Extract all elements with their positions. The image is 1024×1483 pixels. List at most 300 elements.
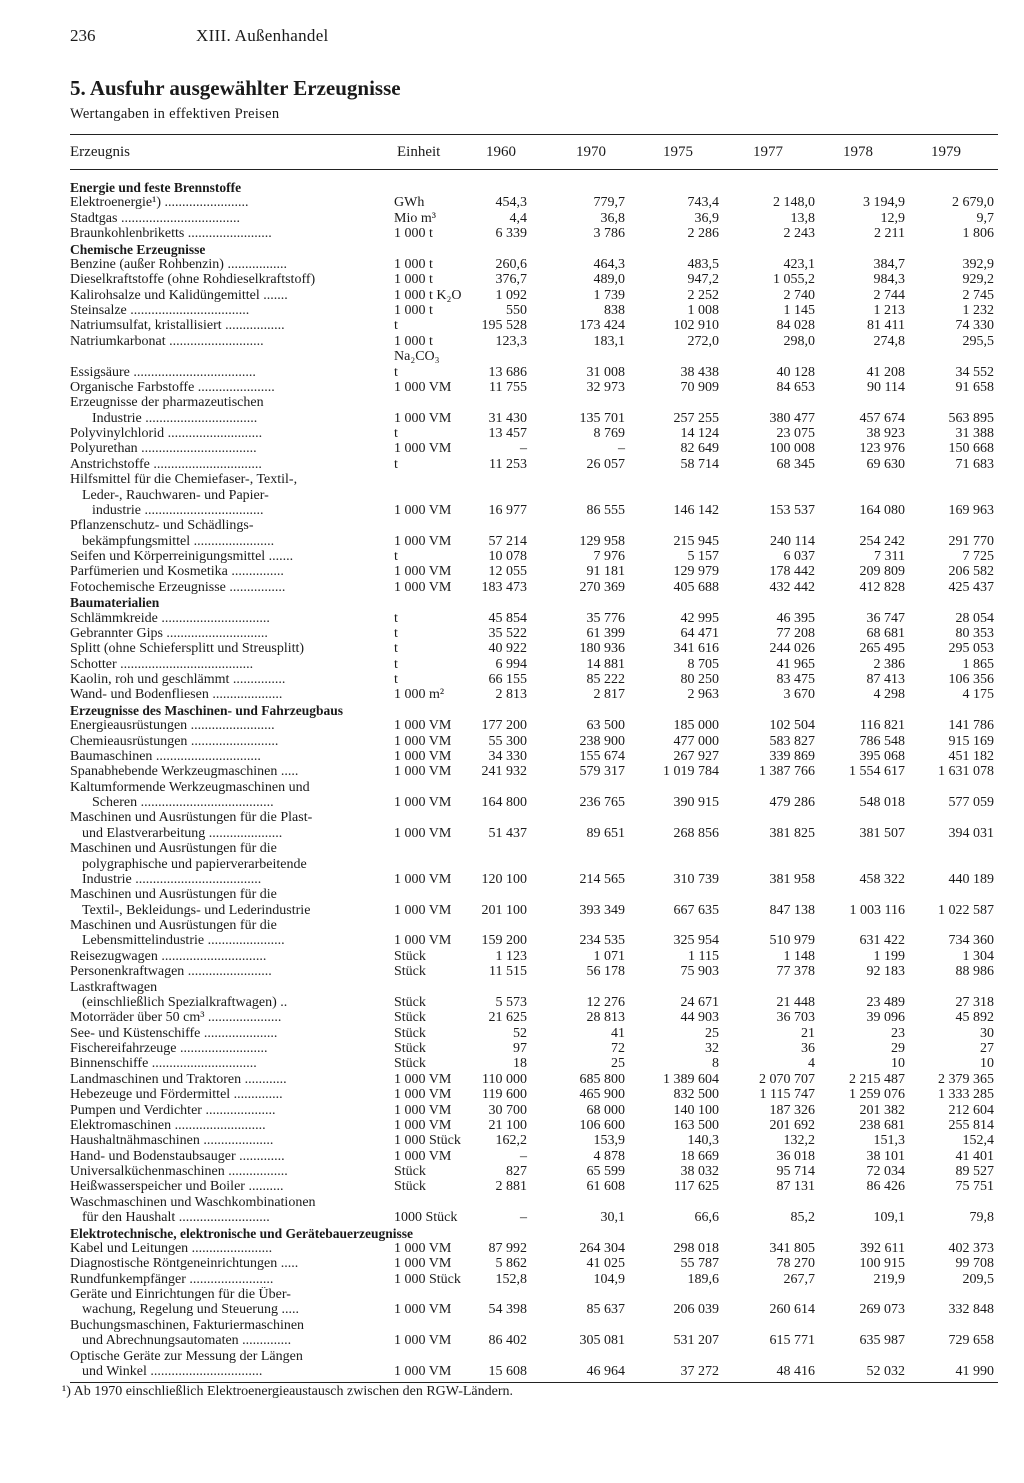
value-cell: 392 611 [860, 1241, 905, 1256]
value-cell: 153,9 [593, 1133, 625, 1148]
value-cell: 120 100 [481, 872, 527, 887]
value-cell: 46 964 [586, 1364, 625, 1379]
value-cell: 392,9 [962, 257, 994, 272]
value-cell: 150 668 [948, 441, 994, 456]
section-heading-row [0, 180, 1024, 195]
value-cell: 164 800 [481, 795, 527, 810]
value-cell: 177 200 [481, 718, 527, 733]
table-row [0, 795, 1024, 810]
table-row [0, 488, 1024, 503]
product-label: Essigsäure ................................... [70, 365, 256, 380]
table-row [0, 349, 1024, 364]
value-cell: 847 138 [769, 903, 815, 918]
value-cell: 2 148,0 [773, 195, 815, 210]
value-cell: 5 862 [495, 1256, 527, 1271]
section-heading: Elektrotechnische, elektronische und Gerätebauerzeugnisse [70, 1226, 413, 1241]
unit-cell: 1 000 VM [394, 718, 452, 733]
product-label: Steinsalze .................................. [70, 303, 250, 318]
value-cell: 72 [611, 1041, 625, 1056]
value-cell: 72 034 [866, 1164, 905, 1179]
value-cell: 1 115 747 [759, 1087, 815, 1102]
value-cell: 141 786 [948, 718, 994, 733]
product-label: Elektromaschinen .......................... [70, 1118, 266, 1133]
value-cell: 219,9 [873, 1272, 905, 1287]
product-label: Textil-, Bekleidungs- und Lederindustrie [82, 903, 311, 918]
product-label: Wand- und Bodenfliesen .................... [70, 687, 283, 702]
value-cell: 734 360 [948, 933, 994, 948]
value-cell: 7 311 [874, 549, 905, 564]
table-row [0, 687, 1024, 702]
value-cell: 1 145 [783, 303, 815, 318]
table-row [0, 780, 1024, 795]
unit-cell: 1 000 VM [394, 764, 452, 779]
table-row [0, 1364, 1024, 1379]
value-cell: 10 078 [488, 549, 527, 564]
product-label: und Abrechnungsautomaten .............. [82, 1333, 292, 1348]
product-label: Erzeugnisse der pharmazeutischen [70, 395, 264, 410]
table-row [0, 288, 1024, 303]
value-cell: 87 992 [488, 1241, 527, 1256]
value-cell: 30 700 [488, 1103, 527, 1118]
product-label: für den Haushalt .......................... [82, 1210, 270, 1225]
value-cell: 6 339 [495, 226, 527, 241]
unit-cell: 1 000 t [394, 257, 433, 272]
value-cell: 151,3 [873, 1133, 905, 1148]
section-heading-row [0, 242, 1024, 257]
table-row [0, 995, 1024, 1010]
value-cell: 635 987 [859, 1333, 905, 1348]
product-label: Pumpen und Verdichter .................... [70, 1103, 276, 1118]
unit-cell: Stück [394, 949, 426, 964]
value-cell: 77 208 [776, 626, 815, 641]
value-cell: 11 515 [489, 964, 527, 979]
unit-cell: Stück [394, 1164, 426, 1179]
value-cell: – [520, 1149, 527, 1164]
value-cell: 61 399 [586, 626, 625, 641]
value-cell: 66,6 [694, 1210, 719, 1225]
value-cell: 264 304 [579, 1241, 625, 1256]
value-cell: 56 178 [586, 964, 625, 979]
section-heading-row [0, 595, 1024, 610]
table-row [0, 1241, 1024, 1256]
value-cell: 577 059 [948, 795, 994, 810]
value-cell: 110 000 [482, 1072, 527, 1087]
value-cell: 341 805 [769, 1241, 815, 1256]
table-row [0, 365, 1024, 380]
value-cell: 183 473 [481, 580, 527, 595]
value-cell: 265 495 [859, 641, 905, 656]
section-heading-row [0, 1226, 1024, 1241]
unit-cell: GWh [394, 195, 425, 210]
section-heading: Erzeugnisse des Maschinen- und Fahrzeugbaus [70, 703, 344, 718]
product-label: Rundfunkempfänger ........................ [70, 1272, 274, 1287]
value-cell: 2 745 [962, 288, 994, 303]
value-cell: 1 199 [873, 949, 905, 964]
product-label: Haushaltnähmaschinen .................... [70, 1133, 274, 1148]
value-cell: 80 250 [680, 672, 719, 687]
value-cell: 31 388 [955, 426, 994, 441]
value-cell: 21 625 [488, 1010, 527, 1025]
unit-cell: 1 000 VM [394, 1072, 452, 1087]
value-cell: 90 114 [867, 380, 905, 395]
table-row [0, 1195, 1024, 1210]
value-cell: 2 243 [783, 226, 815, 241]
value-cell: 838 [604, 303, 625, 318]
value-cell: 38 438 [680, 365, 719, 380]
value-cell: 99 708 [955, 1256, 994, 1271]
product-label: Industrie .................................... [82, 872, 262, 887]
value-cell: 341 616 [673, 641, 719, 656]
value-cell: 1 123 [495, 949, 527, 964]
value-cell: 393 349 [579, 903, 625, 918]
value-cell: 390 915 [673, 795, 719, 810]
unit-cell: 1 000 VM [394, 749, 452, 764]
value-cell: 3 786 [593, 226, 625, 241]
product-label: Leder-, Rauchwaren- und Papier- [82, 488, 269, 503]
table-row [0, 949, 1024, 964]
value-cell: 169 963 [948, 503, 994, 518]
product-label: Natriumsulfat, kristallisiert ................. [70, 318, 285, 333]
value-cell: 104,9 [593, 1272, 625, 1287]
value-cell: 4 298 [873, 687, 905, 702]
value-cell: 135 701 [579, 411, 625, 426]
product-label: See- und Küstenschiffe ..................... [70, 1026, 278, 1041]
product-label: Seifen und Körperreinigungsmittel ....... [70, 549, 294, 564]
value-cell: 4 175 [962, 687, 994, 702]
section-heading: Baumaterialien [70, 595, 160, 610]
table-row [0, 841, 1024, 856]
value-cell: 34 552 [955, 365, 994, 380]
value-cell: 106 600 [579, 1118, 625, 1133]
table-row [0, 303, 1024, 318]
unit-cell: t [394, 641, 398, 656]
value-cell: 779,7 [593, 195, 625, 210]
value-cell: 291 770 [948, 534, 994, 549]
unit-cell: 1 000 VM [394, 1103, 452, 1118]
product-label: industrie .................................. [92, 503, 264, 518]
value-cell: 563 895 [948, 411, 994, 426]
value-cell: 21 [801, 1026, 815, 1041]
product-label: Hebezeuge und Fördermittel .............. [70, 1087, 283, 1102]
value-cell: 119 600 [482, 1087, 527, 1102]
table-row [0, 411, 1024, 426]
value-cell: 123,3 [495, 334, 527, 349]
value-cell: 1 806 [962, 226, 994, 241]
unit-cell: 1 000 VM [394, 1118, 452, 1133]
value-cell: 458 322 [859, 872, 905, 887]
product-label: Reisezugwagen .............................. [70, 949, 267, 964]
unit-cell: t [394, 426, 398, 441]
value-cell: 240 114 [770, 534, 815, 549]
unit-cell: Stück [394, 995, 426, 1010]
value-cell: 380 477 [769, 411, 815, 426]
value-cell: 83 475 [776, 672, 815, 687]
value-cell: 548 018 [859, 795, 905, 810]
product-label: Stadtgas .................................. [70, 211, 240, 226]
column-header-1970: 1970 [576, 144, 606, 160]
value-cell: 234 535 [579, 933, 625, 948]
table-row [0, 472, 1024, 487]
value-cell: 827 [506, 1164, 527, 1179]
value-cell: 4 878 [593, 1149, 625, 1164]
value-cell: 100 008 [769, 441, 815, 456]
product-label: Waschmaschinen und Waschkombinationen [70, 1195, 316, 1210]
value-cell: 84 653 [776, 380, 815, 395]
value-cell: 153 537 [769, 503, 815, 518]
value-cell: 339 869 [769, 749, 815, 764]
value-cell: 68 681 [866, 626, 905, 641]
table-row [0, 272, 1024, 287]
value-cell: 24 671 [680, 995, 719, 1010]
value-cell: 1 865 [962, 657, 994, 672]
table-row [0, 1056, 1024, 1071]
value-cell: 11 253 [489, 457, 527, 472]
product-label: Diagnostische Röntgeneinrichtungen ..... [70, 1256, 299, 1271]
value-cell: 61 608 [586, 1179, 625, 1194]
unit-cell: 1 000 VM [394, 503, 452, 518]
table-row [0, 211, 1024, 226]
value-cell: 80 353 [955, 626, 994, 641]
value-cell: 46 395 [776, 611, 815, 626]
value-cell: 87 413 [866, 672, 905, 687]
table-row [0, 195, 1024, 210]
table-row [0, 810, 1024, 825]
value-cell: 531 207 [673, 1333, 719, 1348]
value-cell: 272,0 [687, 334, 719, 349]
column-header-product: Erzeugnis [70, 144, 130, 160]
unit-cell: 1 000 VM [394, 826, 452, 841]
product-label: Braunkohlenbriketts ........................ [70, 226, 272, 241]
value-cell: 2 679,0 [952, 195, 994, 210]
product-label: Maschinen und Ausrüstungen für die [70, 887, 277, 902]
table-row [0, 657, 1024, 672]
unit-cell: Stück [394, 1179, 426, 1194]
unit-cell: Stück [394, 1010, 426, 1025]
table-row [0, 734, 1024, 749]
product-label: Motorräder über 50 cm³ ..................... [70, 1010, 282, 1025]
value-cell: 52 032 [866, 1364, 905, 1379]
value-cell: 929,2 [962, 272, 994, 287]
value-cell: 74 330 [955, 318, 994, 333]
value-cell: 27 [980, 1041, 994, 1056]
value-cell: 2 215 487 [849, 1072, 905, 1087]
value-cell: 477 000 [673, 734, 719, 749]
unit-cell: 1 000 t [394, 226, 433, 241]
product-label: Maschinen und Ausrüstungen für die [70, 918, 277, 933]
table-row [0, 457, 1024, 472]
value-cell: 68 000 [586, 1103, 625, 1118]
product-label: Hand- und Bodenstaubsauger ............. [70, 1149, 285, 1164]
value-cell: 21 448 [776, 995, 815, 1010]
value-cell: 1 008 [687, 303, 719, 318]
value-cell: 454,3 [495, 195, 527, 210]
table-row [0, 1179, 1024, 1194]
table-row [0, 718, 1024, 733]
value-cell: 75 751 [955, 1179, 994, 1194]
unit-cell: 1 000 VM [394, 1241, 452, 1256]
value-cell: 44 903 [680, 1010, 719, 1025]
value-cell: 34 330 [488, 749, 527, 764]
value-cell: – [618, 441, 625, 456]
value-cell: 26 057 [586, 457, 625, 472]
value-cell: 483,5 [687, 257, 719, 272]
value-cell: 214 565 [579, 872, 625, 887]
value-cell: 71 683 [955, 457, 994, 472]
value-cell: 129 979 [673, 564, 719, 579]
value-cell: 457 674 [859, 411, 905, 426]
product-label: Energieausrüstungen ........................ [70, 718, 275, 733]
unit-cell: 1 000 VM [394, 1302, 452, 1317]
table-row [0, 626, 1024, 641]
value-cell: 631 422 [859, 933, 905, 948]
value-cell: 25 [611, 1056, 625, 1071]
value-cell: 195 528 [481, 318, 527, 333]
table-row [0, 611, 1024, 626]
product-label: Splitt (ohne Schiefersplitt und Streusplitt) [70, 641, 305, 656]
value-cell: 116 821 [860, 718, 905, 733]
value-cell: 384,7 [873, 257, 905, 272]
value-cell: 68 345 [776, 457, 815, 472]
value-cell: 88 986 [955, 964, 994, 979]
unit-cell: t [394, 672, 398, 687]
value-cell: 325 954 [673, 933, 719, 948]
unit-cell: 1 000 VM [394, 564, 452, 579]
product-label: Benzine (außer Rohbenzin) ................. [70, 257, 287, 272]
value-cell: 41 025 [586, 1256, 625, 1271]
value-cell: 257 255 [673, 411, 719, 426]
value-cell: 18 669 [680, 1149, 719, 1164]
table-row [0, 918, 1024, 933]
product-label: Chemieausrüstungen ......................... [70, 734, 279, 749]
value-cell: 66 155 [488, 672, 527, 687]
value-cell: 402 373 [948, 1241, 994, 1256]
value-cell: 173 424 [579, 318, 625, 333]
unit-cell: Stück [394, 1026, 426, 1041]
unit-cell: Na₂CO₃ [394, 349, 440, 364]
table-row [0, 1164, 1024, 1179]
value-cell: 64 471 [680, 626, 719, 641]
value-cell: 164 080 [859, 503, 905, 518]
product-label: Dieselkraftstoffe (ohne Rohdieselkraftstoff) [70, 272, 316, 287]
table-row [0, 1210, 1024, 1225]
value-cell: 45 892 [955, 1010, 994, 1025]
value-cell: 79,8 [969, 1210, 994, 1225]
value-cell: 786 548 [859, 734, 905, 749]
unit-cell: 1 000 Stück [394, 1272, 461, 1287]
unit-cell: t [394, 318, 398, 333]
value-cell: 89 651 [586, 826, 625, 841]
table-row [0, 1087, 1024, 1102]
value-cell: 45 854 [488, 611, 527, 626]
value-cell: 510 979 [769, 933, 815, 948]
value-cell: 41 401 [955, 1149, 994, 1164]
value-cell: 1 554 617 [849, 764, 905, 779]
value-cell: – [520, 441, 527, 456]
value-cell: 244 026 [769, 641, 815, 656]
value-cell: 41 208 [866, 365, 905, 380]
value-cell: 30 [980, 1026, 994, 1041]
value-cell: 42 995 [680, 611, 719, 626]
product-label: Binnenschiffe .............................. [70, 1056, 257, 1071]
value-cell: 12 055 [488, 564, 527, 579]
table-subtitle: Wertangaben in effektiven Preisen [70, 106, 280, 122]
product-label: Pflanzenschutz- und Schädlings- [70, 518, 254, 533]
value-cell: 241 932 [481, 764, 527, 779]
column-header-1978: 1978 [843, 144, 873, 160]
value-cell: 40 128 [776, 365, 815, 380]
value-cell: 381 507 [859, 826, 905, 841]
value-cell: 310 739 [673, 872, 719, 887]
value-cell: 31 008 [586, 365, 625, 380]
value-cell: 41 965 [776, 657, 815, 672]
unit-cell: 1 000 Stück [394, 1133, 461, 1148]
product-label: Polyurethan ................................. [70, 441, 257, 456]
value-cell: 29 [891, 1041, 905, 1056]
table-row [0, 1103, 1024, 1118]
value-cell: 298 018 [673, 1241, 719, 1256]
value-cell: 201 100 [481, 903, 527, 918]
value-cell: 212 604 [948, 1103, 994, 1118]
table-row [0, 1149, 1024, 1164]
value-cell: 91 658 [955, 380, 994, 395]
product-label: Landmaschinen und Traktoren ............ [70, 1072, 287, 1087]
value-cell: 84 028 [776, 318, 815, 333]
value-cell: 65 599 [586, 1164, 625, 1179]
unit-cell: 1 000 VM [394, 872, 452, 887]
value-cell: 5 573 [495, 995, 527, 1010]
value-cell: 36 703 [776, 1010, 815, 1025]
unit-cell: 1 000 VM [394, 534, 452, 549]
product-label: Parfümerien und Kosmetika ............... [70, 564, 284, 579]
value-cell: – [520, 1210, 527, 1225]
table-row [0, 1349, 1024, 1364]
value-cell: 1 631 078 [938, 764, 994, 779]
value-cell: 984,3 [873, 272, 905, 287]
table-row [0, 672, 1024, 687]
value-cell: 238 900 [579, 734, 625, 749]
value-cell: 1 148 [783, 949, 815, 964]
product-label: Industrie ................................ [92, 411, 258, 426]
value-cell: 1 003 116 [849, 903, 905, 918]
value-cell: 6 037 [783, 549, 815, 564]
value-cell: 269 073 [859, 1302, 905, 1317]
value-cell: 162,2 [495, 1133, 527, 1148]
value-cell: 5 157 [687, 549, 719, 564]
value-cell: 11 755 [489, 380, 527, 395]
product-label: Maschinen und Ausrüstungen für die Plast- [70, 810, 313, 825]
value-cell: 729 658 [948, 1333, 994, 1348]
table-row [0, 226, 1024, 241]
unit-cell: t [394, 611, 398, 626]
table-row [0, 964, 1024, 979]
value-cell: 36 747 [866, 611, 905, 626]
table-row [0, 764, 1024, 779]
product-label: Universalküchenmaschinen ................. [70, 1164, 288, 1179]
table-row [0, 534, 1024, 549]
value-cell: 267 927 [673, 749, 719, 764]
value-cell: 82 649 [680, 441, 719, 456]
value-cell: 2 963 [687, 687, 719, 702]
value-cell: 52 [513, 1026, 527, 1041]
product-label: Organische Farbstoffe ...................... [70, 380, 275, 395]
value-cell: 31 430 [488, 411, 527, 426]
column-header-1979: 1979 [931, 144, 961, 160]
value-cell: 2 211 [874, 226, 905, 241]
value-cell: 2 881 [495, 1179, 527, 1194]
value-cell: 8 [712, 1056, 719, 1071]
value-cell: 35 776 [586, 611, 625, 626]
value-cell: 405 688 [673, 580, 719, 595]
